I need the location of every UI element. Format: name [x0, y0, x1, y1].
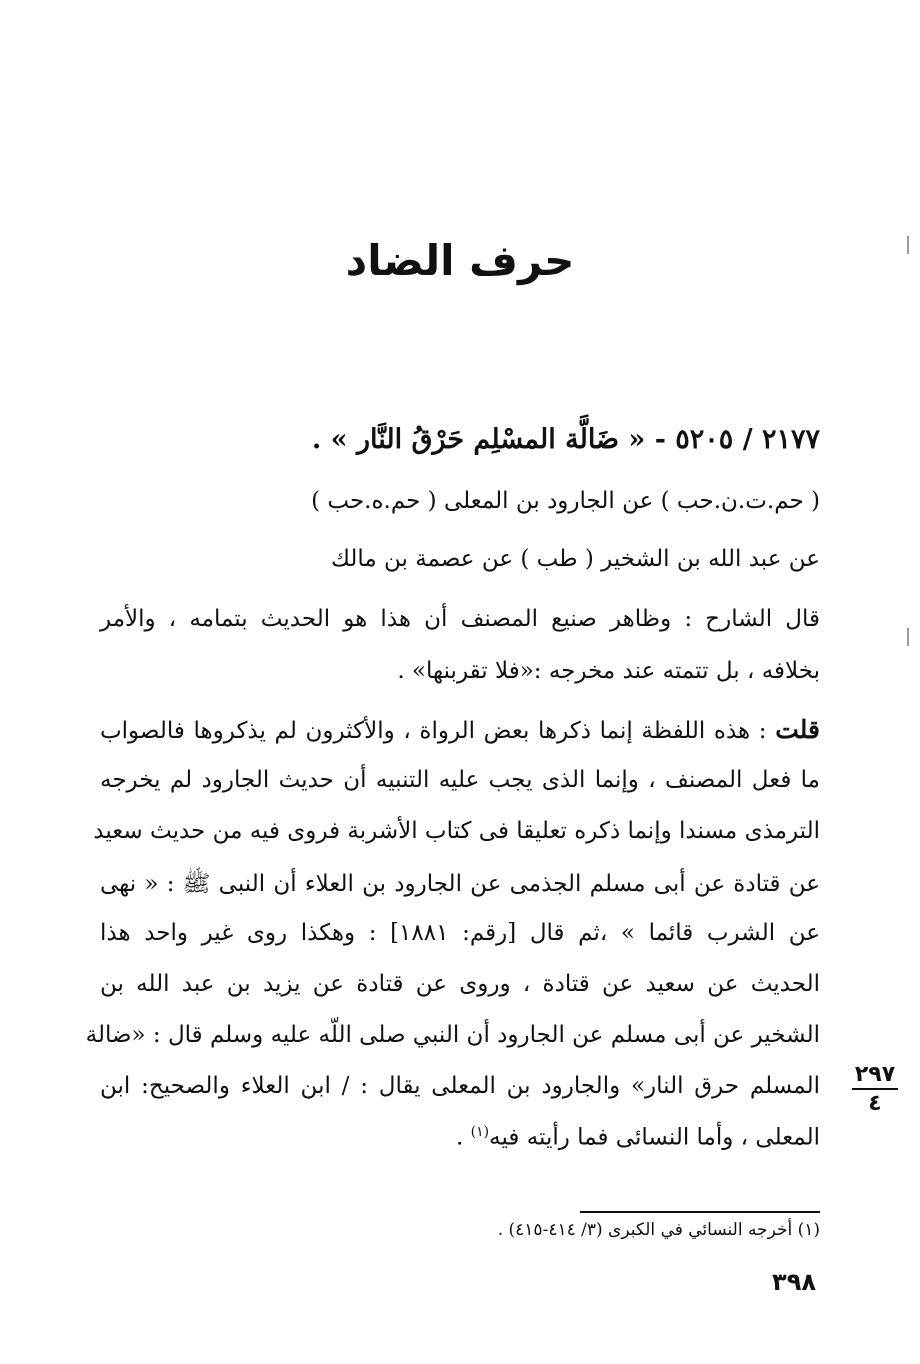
qult-line-1-text: : هذه اللفظة إنما ذكرها بعض الرواة ، والأكثرون لم يذكروها فالصواب — [100, 718, 767, 744]
qult-line-7: الشخير عن أبى مسلم عن الجارود أن النبي صلى اللّه عليه وسلم قال : «ضالة — [85, 1022, 820, 1048]
footnote: (١) أخرجه النسائي في الكبرى (٣/ ٤١٤-٤١٥) . — [497, 1220, 820, 1240]
margin-reference-volume: ٤ — [868, 1091, 882, 1116]
chapter-title: حرف الضاد — [345, 236, 575, 285]
qult-line-4: عن قتادة عن أبى مسلم الجذمى عن الجارود بن العلاء أن النبى ﷺ : « نهى — [100, 871, 820, 897]
qult-last-line — [100, 1124, 820, 1151]
hadith-sources-line-2: عن عبد الله بن الشخير ( طب ) عن عصمة بن مالك — [330, 546, 820, 572]
qult-line-6: الحديث عن سعيد عن قتادة ، وروى عن قتادة عن يزيد بن عبد الله بن — [100, 971, 820, 997]
scan-edge-mark — [907, 628, 909, 646]
scan-edge-mark — [907, 236, 909, 254]
commentary-line-1: قال الشارح : وظاهر صنيع المصنف أن هذا هو الحديث بتمامه ، والأمر — [100, 606, 820, 632]
qult-line-1 — [100, 715, 820, 744]
margin-volume-reference — [852, 1062, 898, 1116]
page-number: ٣٩٨ — [772, 1268, 816, 1296]
margin-reference-page: ٢٩٧ — [852, 1062, 898, 1090]
qult-label: قلت — [775, 715, 820, 744]
qult-last-line-end: . — [456, 1124, 471, 1151]
footnote-divider — [580, 1211, 820, 1213]
footnote-marker: (١) — [470, 1124, 490, 1140]
qult-line-2: ما فعل المصنف ، وإنما الذى يجب عليه التنبيه أن حديث الجارود لم يخرجه — [100, 767, 820, 793]
hadith-sources-line-1: ( حم.ت.ن.حب ) عن الجارود بن المعلى ( حم.ه.حب ) — [311, 488, 820, 514]
qult-last-line-text: المعلى ، وأما النسائى فما رأيته فيه — [489, 1124, 820, 1151]
commentary-line-2: بخلافه ، بل تتمته عند مخرجه :«فلا تقربنها» . — [397, 658, 820, 684]
hadith-heading: ٢١٧٧ / ٥٢٠٥ - « ضَالَّة المسْلِم حَرْقُ النَّار » . — [311, 424, 820, 455]
qult-line-5: عن الشرب قائما » ،ثم قال [رقم: ١٨٨١] : وهكذا روى غير واحد هذا — [100, 920, 820, 946]
qult-line-8: المسلم حرق النار» والجارود بن المعلى يقال : / ابن العلاء والصحيح: ابن — [100, 1073, 820, 1099]
qult-line-3: الترمذى مسندا وإنما ذكره تعليقا فى كتاب الأشربة فروى فيه من حديث سعيد — [93, 818, 820, 844]
